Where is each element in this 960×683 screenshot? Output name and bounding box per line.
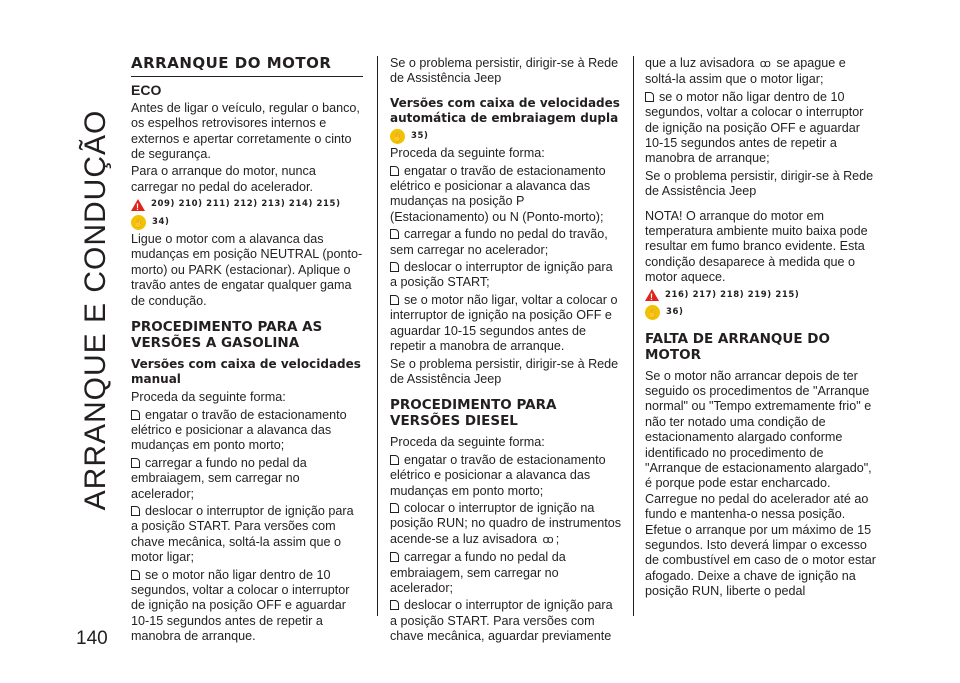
section-title: ARRANQUE E CONDUÇÃO: [79, 109, 112, 511]
caution-refs: [645, 305, 877, 320]
paragraph: Se o problema persistir, dirigir-se à Rede de Assistência Jeep: [645, 168, 874, 199]
bullet-icon: [131, 410, 140, 420]
caution-icon: [131, 215, 146, 230]
caution-icon: [645, 305, 660, 320]
subheading: Versões com caixa de velocidades automática de embraiagem dupla: [390, 95, 620, 125]
column-divider: [633, 56, 634, 616]
caution-refs: [390, 129, 622, 144]
section-heading: ARRANQUE DO MOTOR: [131, 56, 363, 77]
bullet-icon: [645, 92, 654, 102]
bullet-icon: [390, 262, 399, 272]
list-item: engatar o travão de estacionamento elétrico e posicionar a alavanca das mudanças na posição P (Estacionamento) ou N (Ponto-morto);: [390, 163, 606, 224]
warning-ref-list: 209) 210) 211) 212) 213) 214) 215): [151, 199, 341, 210]
caution-ref-list: 35): [411, 130, 429, 141]
paragraph: que a luz avisadora ꝏ se apague e soltá-la assim que o motor ligar;: [645, 56, 846, 87]
paragraph: Para o arranque do motor, nunca carregar no pedal do acelerador.: [131, 164, 316, 194]
list-item: carregar a fundo no pedal da embraiagem, sem carregar no acelerador;: [390, 550, 566, 595]
paragraph: Se o motor não arrancar depois de ter seguido os procedimentos de "Arranque normal" ou "Tempo extremamente frio" e não ter notado uma condição de estacionamento alargado conforme identificado no procedimento de "Arranque de estacionamento alargado", é porque pode estar encharcado. Carregue no pedal do acelerador até ao fundo e mantenha-o nessa posição. Efetue o arranque por um máximo de 15 segundos. Isto deverá limpar o excesso de combustível em caso de o motor estar afogado. Deixe a chave de ignição na posição RUN, liberte o pedal: [645, 368, 876, 599]
warning-refs: [645, 288, 877, 303]
bullet-icon: [131, 506, 140, 516]
bullet-icon: [390, 600, 399, 610]
list-item: deslocar o interruptor de ignição para a posição START;: [390, 260, 613, 290]
list-item: engatar o travão de estacionamento elétrico e posicionar a alavanca das mudanças em ponto morto;: [390, 452, 606, 498]
note-paragraph: NOTA! O arranque do motor em temperatura ambiente muito baixa pode resultar em fumo branco evidente. Esta condição desaparece à medida que o motor aquece.: [645, 208, 868, 285]
list-item: engatar o travão de estacionamento elétrico e posicionar a alavanca das mudanças em ponto morto;: [131, 407, 347, 453]
paragraph: Antes de ligar o veículo, regular o banco, os espelhos retrovisores internos e externos e apertar corretamente o cinto de segurança.: [131, 100, 360, 162]
glow-plug-icon: ꝏ: [759, 58, 771, 70]
paragraph: Proceda da seguinte forma:: [390, 435, 545, 450]
page-number: 140: [76, 628, 108, 649]
column-divider: [377, 56, 378, 616]
bullet-icon: [390, 455, 399, 465]
bullet-icon: [390, 295, 399, 305]
warning-icon: [131, 199, 145, 211]
subsection-heading: PROCEDIMENTO PARA AS VERSÕES A GASOLINA: [131, 319, 323, 352]
list-item: colocar o interruptor de ignição na posição RUN; no quadro de instrumentos acende-se a luz avisadora ꝏ ;: [390, 501, 622, 548]
warning-refs: [131, 197, 363, 212]
section-sidebar: [76, 50, 116, 570]
paragraph: Proceda da seguinte forma:: [131, 390, 286, 405]
subsection-heading: PROCEDIMENTO PARA VERSÕES DIESEL: [390, 397, 557, 430]
glow-plug-icon: ꝏ: [542, 533, 554, 546]
list-item: carregar a fundo no pedal do travão, sem carregar no acelerador;: [390, 227, 608, 257]
warning-ref-list: 216) 217) 218) 219) 215): [665, 289, 800, 300]
eco-icon: ECO: [131, 82, 162, 99]
list-item: se o motor não ligar dentro de 10 segundos, voltar a colocar o interruptor de ignição na posição OFF e aguardar 10-15 segundos antes de repetir a manobra de arranque.: [131, 567, 350, 644]
caution-ref-list: 36): [666, 307, 684, 318]
list-item: deslocar o interruptor de ignição para a posição START. Para versões com chave mecânica, aguardar previamente: [390, 598, 613, 644]
paragraph: Se o problema persistir, dirigir-se à Rede de Assistência Jeep: [390, 56, 619, 86]
subheading: Versões com caixa de velocidades manual: [131, 357, 361, 387]
bullet-icon: [131, 458, 140, 468]
bullet-icon: [131, 570, 140, 580]
bullet-icon: [390, 503, 399, 513]
column-2: [390, 56, 622, 647]
caution-ref-list: 34): [152, 216, 170, 227]
list-item: deslocar o interruptor de ignição para a posição START. Para versões com chave mecânica, soltá-la assim que o motor ligar;: [131, 503, 354, 565]
column-3: [645, 56, 877, 602]
caution-icon: [390, 129, 405, 144]
list-item: carregar a fundo no pedal da embraiagem, sem carregar no acelerador;: [131, 455, 307, 501]
paragraph: Proceda da seguinte forma:: [390, 146, 545, 161]
subsection-heading: FALTA DE ARRANQUE DO MOTOR: [645, 330, 830, 363]
list-item: se o motor não ligar, voltar a colocar o interruptor de ignição na posição OFF e aguardar 10-15 segundos antes de repetir a manobra de arranque.: [390, 292, 618, 354]
bullet-icon: [390, 229, 399, 239]
caution-refs: [131, 215, 363, 230]
bullet-icon: [390, 552, 399, 562]
list-item: se o motor não ligar dentro de 10 segundos, voltar a colocar o interruptor de ignição na posição OFF e aguardar 10-15 segundos antes de repetir a manobra de arranque;: [645, 89, 864, 166]
column-1: [131, 56, 363, 647]
bullet-icon: [390, 166, 399, 176]
paragraph: Se o problema persistir, dirigir-se à Rede de Assistência Jeep: [390, 356, 619, 386]
paragraph: Ligue o motor com a alavanca das mudanças em posição NEUTRAL (ponto-morto) ou PARK (estacionar). Aplique o travão antes de engatar qualquer gama de condução.: [131, 232, 363, 308]
warning-icon: [645, 289, 659, 301]
